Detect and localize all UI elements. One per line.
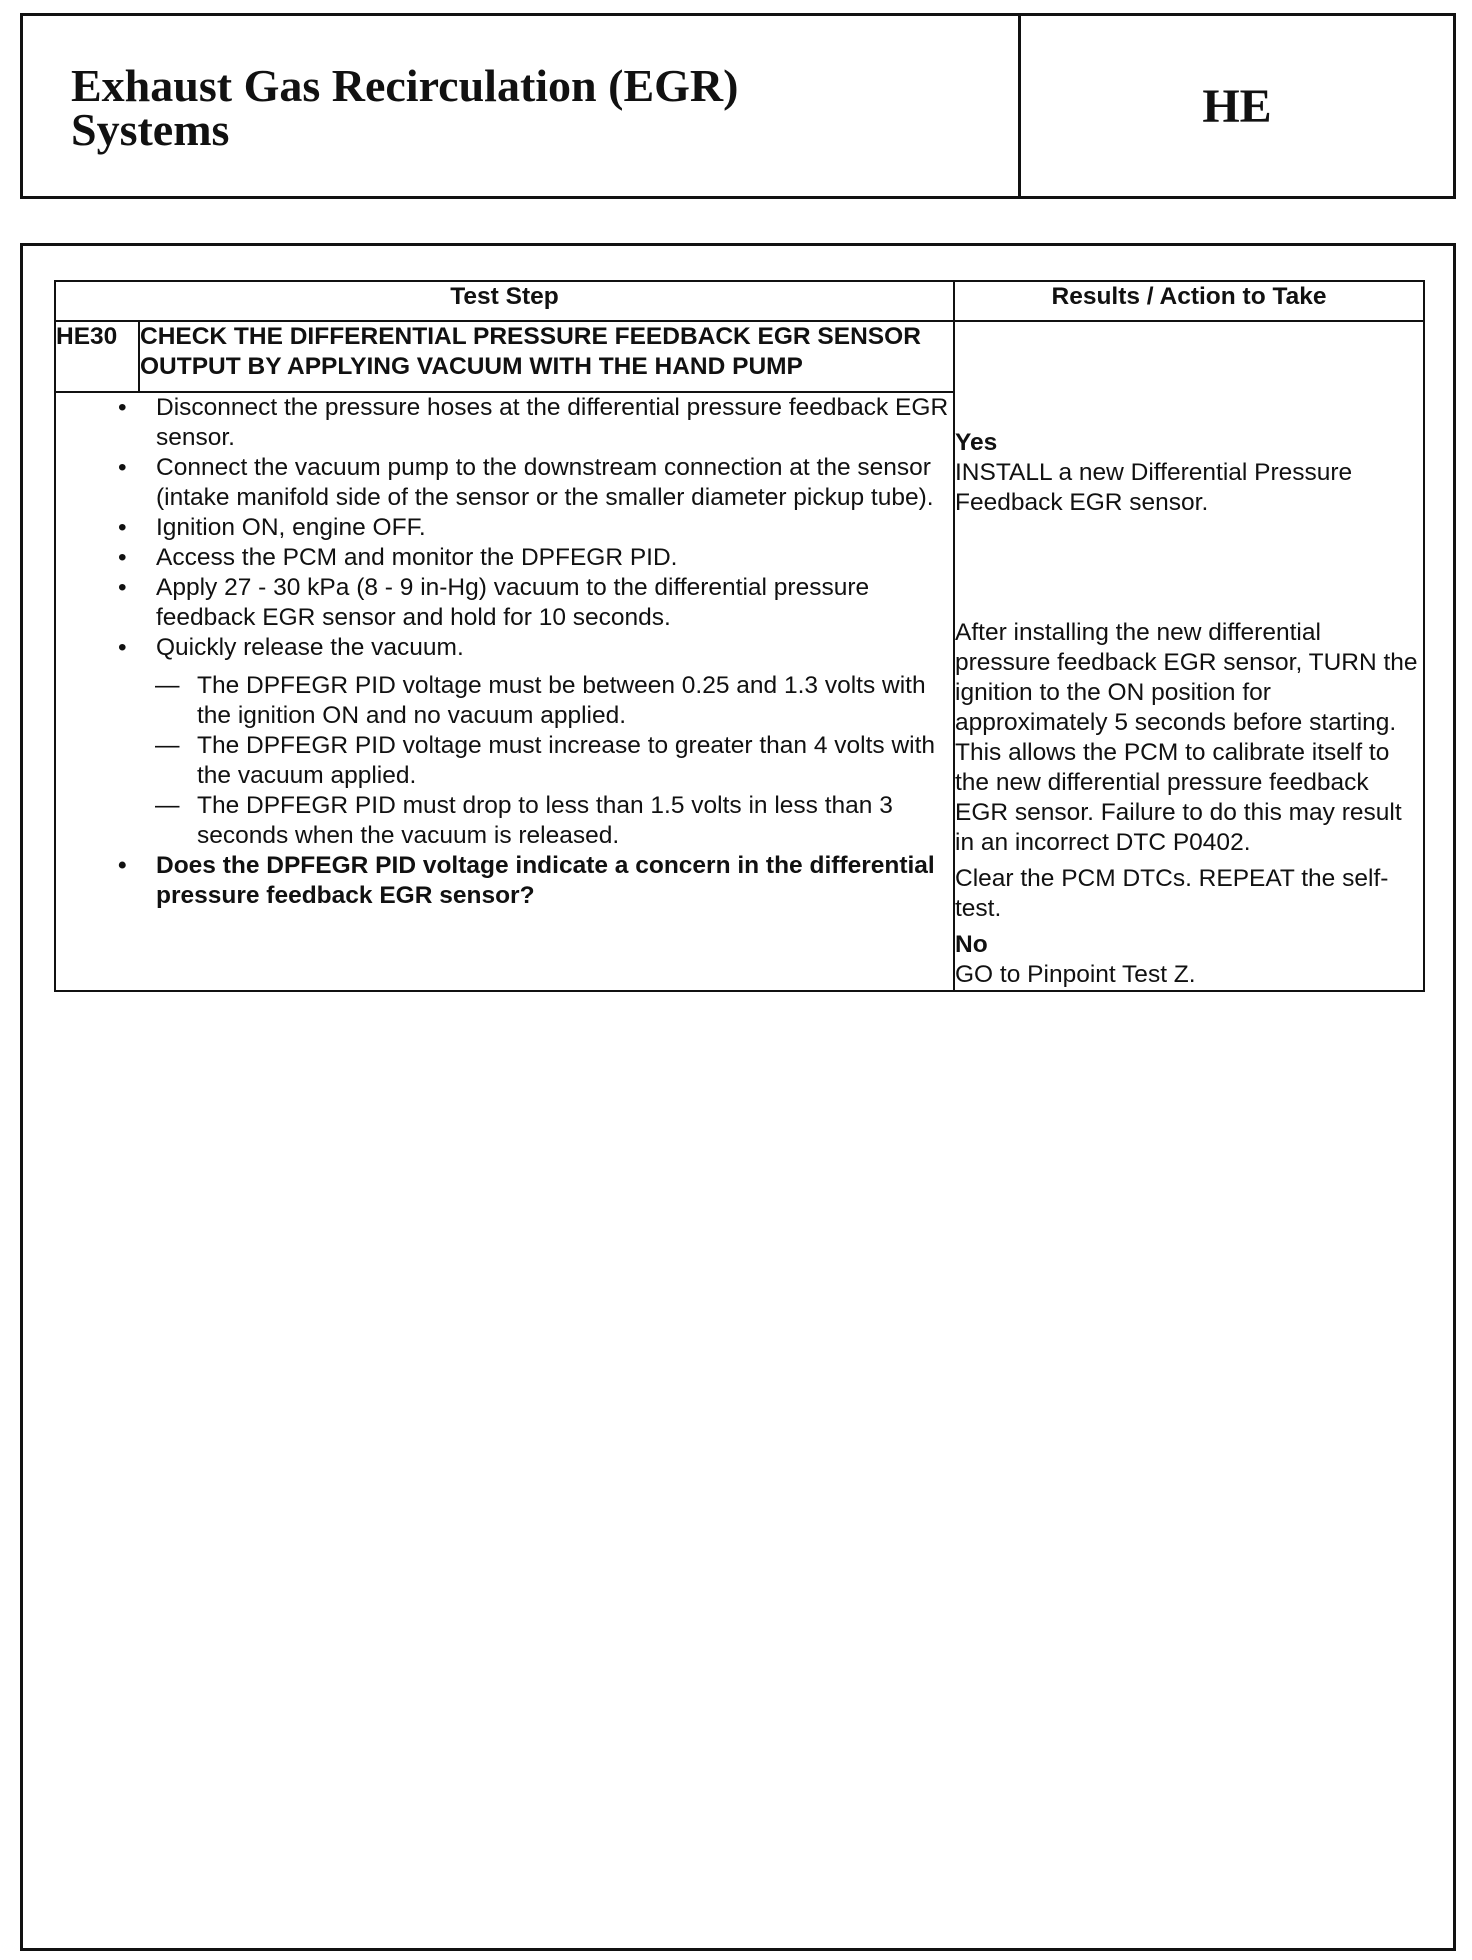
table-header-row: [55, 281, 1424, 321]
result-yes-label: Yes: [955, 429, 998, 456]
step-question: • Does the DPFEGR PID voltage indicate a concern in the differential pressure feedback EGR sensor?: [156, 851, 953, 911]
result-no-label: No: [955, 931, 988, 958]
instruction-item: • Connect the vacuum pump to the downstream connection at the sensor (intake manifold side of the sensor or the smaller diameter pickup tube).: [156, 453, 953, 513]
section-title-line1: Exhaust Gas Recirculation (EGR): [71, 60, 739, 111]
criteria-item: [155, 671, 953, 731]
test-step-table: [54, 280, 1425, 992]
column-header-test-step: Test Step: [55, 281, 954, 321]
results-spacer: [955, 322, 1423, 428]
dash-marker: —: [155, 792, 180, 820]
result-yes-action: INSTALL a new Differential Pressure Feedback EGR sensor.: [955, 459, 1353, 516]
criteria-text: The DPFEGR PID must drop to less than 1.5 volts in less than 3 seconds when the vacuum is released.: [197, 792, 893, 850]
page-frame: [20, 243, 1456, 1951]
section-title-line2: Systems: [71, 104, 230, 155]
instruction-item: [156, 633, 953, 851]
instruction-item: • Access the PCM and monitor the DPFEGR PID.: [156, 543, 953, 573]
column-header-results: Results / Action to Take: [954, 281, 1424, 321]
instruction-item: • Disconnect the pressure hoses at the differential pressure feedback EGR sensor.: [156, 393, 953, 453]
result-yes-clear: Clear the PCM DTCs. REPEAT the self-test.: [955, 865, 1389, 922]
dash-marker: —: [155, 672, 180, 700]
step-instructions: [55, 392, 954, 991]
section-code: HE: [1202, 79, 1272, 133]
results-cell: [954, 321, 1424, 991]
step-title-row: [55, 321, 1424, 392]
section-title: [23, 16, 1021, 196]
instruction-list: [56, 393, 953, 911]
result-no-action: GO to Pinpoint Test Z.: [955, 961, 1196, 988]
criteria-item: [155, 791, 953, 851]
step-id: HE30: [55, 321, 139, 392]
criteria-text: The DPFEGR PID voltage must be between 0.25 and 1.3 volts with the ignition ON and no vacuum applied.: [197, 672, 926, 730]
result-yes-note: After installing the new differential pressure feedback EGR sensor, TURN the ignition to the ON position for approximately 5 seconds before starting. This allows the PCM to calibrate itself to the new differential pressure feedback EGR sensor. Failure to do this may result in an incorrect DTC P0402.: [955, 619, 1418, 856]
step-title: CHECK THE DIFFERENTIAL PRESSURE FEEDBACK EGR SENSOR OUTPUT BY APPLYING VACUUM WITH THE HAND PUMP: [139, 321, 954, 392]
instruction-item: • Ignition ON, engine OFF.: [156, 513, 953, 543]
page-header: [20, 13, 1456, 199]
voltage-criteria-list: [156, 671, 953, 851]
instruction-item-text: Quickly release the vacuum.: [156, 634, 464, 662]
criteria-item: [155, 731, 953, 791]
instruction-item: • Apply 27 - 30 kPa (8 - 9 in-Hg) vacuum to the differential pressure feedback EGR sensor and hold for 10 seconds.: [156, 573, 953, 633]
dash-marker: —: [155, 732, 180, 760]
criteria-text: The DPFEGR PID voltage must increase to greater than 4 volts with the vacuum applied.: [197, 732, 936, 790]
